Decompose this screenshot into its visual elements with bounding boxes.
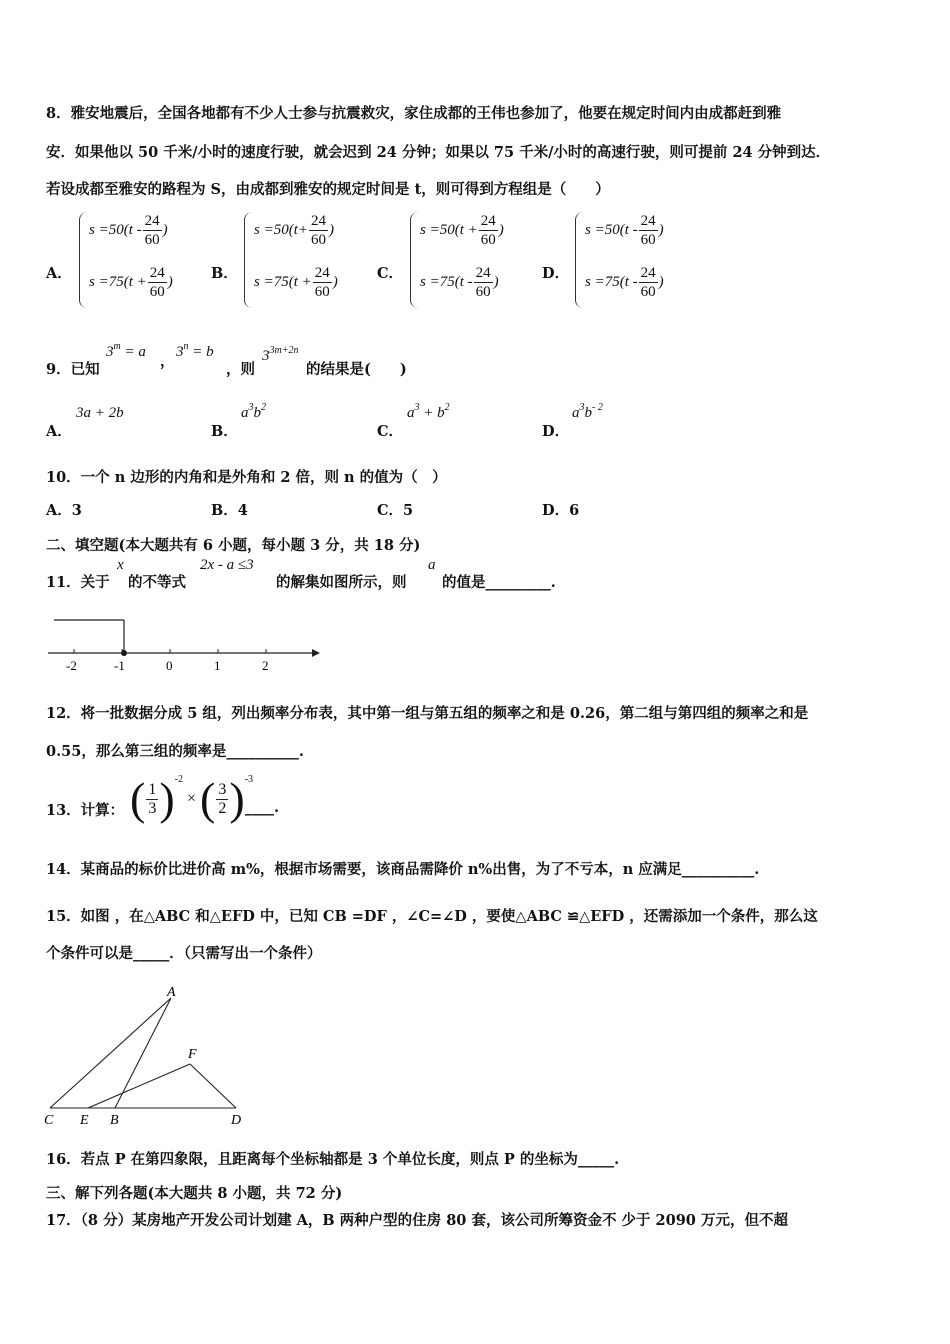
q10-option-d: D．6 [542, 502, 580, 519]
q16-text: 16．若点 P 在第四象限，且距离每个坐标轴都是 3 个单位长度，则点 P 的坐标为_____. [46, 1151, 620, 1168]
fraction [143, 212, 162, 249]
equation-close: ) [332, 274, 338, 290]
denominator: 60 [311, 232, 326, 248]
numerator: 24 [314, 265, 330, 281]
equation-lhs: s =50(t - [89, 222, 142, 238]
equation-lhs: s =50(t + [420, 222, 478, 238]
equation-row [585, 264, 664, 301]
q9-sep: ， [160, 353, 175, 370]
q9-suffix: 的结果是( ) [306, 361, 407, 378]
q9-option-expression: $a^3 + b^2$ [407, 402, 450, 421]
numerator: 24 [640, 265, 656, 281]
section-3-heading: 三、解下列各题(本大题共 8 小题，共 72 分) [46, 1185, 343, 1202]
equation-close: ) [167, 274, 173, 290]
q11-suffix: 的值是_________. [442, 574, 556, 591]
equation-close: ) [658, 222, 664, 238]
axis-tick-label: 1 [214, 658, 221, 673]
brace-icon [79, 212, 88, 308]
brace-icon [244, 212, 253, 308]
q15-line1: 15．如图 ，在△ABC 和△EFD 中，已知 CB =DF ，∠C=∠D ，要使△ABC ≌△EFD ，还需添加一个条件，那么这 [46, 908, 818, 925]
denominator: 60 [480, 232, 496, 248]
triangle-figure [40, 980, 260, 1130]
q8-equation-system [575, 212, 705, 312]
denominator: 60 [144, 232, 160, 248]
q11-var-a: a [428, 557, 436, 573]
equation-lhs: s =75(t + [254, 274, 312, 290]
q10-option-a: A．3 [46, 502, 82, 519]
q9-given1: 3$^m$ = a [106, 341, 146, 360]
numerator: 24 [311, 213, 326, 229]
label-A: A [167, 985, 176, 1000]
q9-option-label: C． [377, 423, 404, 440]
q11-mid2: 的解集如图所示，则 [276, 574, 407, 591]
q8-equation-system [244, 212, 374, 312]
q8-option-label: A． [46, 265, 72, 282]
fraction [639, 212, 658, 249]
q9-target: $3^{3m+2n}$ [262, 345, 299, 364]
q11-mid: 的不等式 [128, 574, 186, 591]
equation-close: ) [493, 274, 499, 290]
q12-line1: 12．将一批数据分成 5 组，列出频率分布表，其中第一组与第五组的频率之和是 0.26，第二组与第四组的频率之和是 [46, 705, 809, 722]
q10-option-c: C．5 [377, 502, 414, 519]
label-C: C [44, 1113, 54, 1128]
equation-lhs: s =75(t - [585, 274, 638, 290]
q13-prefix: 13．计算： [46, 802, 125, 819]
equation-lhs: s =75(t - [420, 274, 473, 290]
q9-option-expression: 3a + 2b [76, 405, 124, 421]
section-2-heading: 二、填空题(本大题共有 6 小题，每小题 3 分，共 18 分) [46, 537, 421, 554]
equation-close: ) [329, 222, 334, 238]
numerator: 24 [475, 265, 491, 281]
q10-option-b: B．4 [211, 502, 248, 519]
equation-row [89, 264, 173, 301]
equation-close: ) [162, 222, 168, 238]
q11-var-x: x [117, 557, 124, 573]
q8-equation-system [410, 212, 540, 312]
denominator: 60 [149, 284, 165, 300]
q14-text: 14．某商品的标价比进价高 m%，根据市场需要，该商品需降价 n%出售，为了不亏本，n 应满足__________. [46, 861, 760, 878]
q8-line2: 安．如果他以 50 千米/小时的速度行驶，就会迟到 24 分钟；如果以 75 千米/小时的高速行驶，则可提前 24 分钟到达． [46, 144, 831, 161]
q9-then: ，则 [226, 361, 255, 378]
equation-row [254, 212, 334, 249]
q8-line3: 若设成都至雅安的路程为 S，由成都到雅安的规定时间是 t，则可得到方程组是（ ） [46, 181, 610, 198]
segment-EF [88, 1064, 190, 1108]
label-B: B [110, 1113, 119, 1128]
equation-close: ) [658, 274, 664, 290]
equation-close: ) [498, 222, 504, 238]
segment-CA [50, 998, 171, 1108]
axis-tick-label: 0 [166, 658, 173, 673]
fraction [474, 264, 493, 301]
q17-text: 17．（8 分）某房地产开发公司计划建 A，B 两种户型的住房 80 套，该公司所筹资金不 少于 2090 万元，但不超 [46, 1212, 788, 1229]
equation-row [420, 264, 499, 301]
numerator: 24 [640, 213, 656, 229]
q13-suffix: ____. [245, 799, 280, 816]
fraction [639, 264, 658, 301]
q8-option-label: C． [377, 265, 404, 282]
q9-option-expression: $a^3b^{- 2}$ [572, 402, 603, 421]
q8-equation-system [79, 212, 209, 312]
equation-row [89, 212, 168, 249]
brace-icon [575, 212, 584, 308]
number-line-figure [40, 610, 330, 680]
q13-expression: ( $\frac{1}{3}$ ) -2 × ( $\frac{3}{2}$ ) -3 [130, 773, 254, 824]
axis-tick-label: -1 [114, 658, 125, 673]
q11-prefix: 11．关于 [46, 574, 110, 591]
denominator: 60 [640, 232, 656, 248]
denominator: 60 [314, 284, 330, 300]
numerator: 24 [480, 213, 496, 229]
denominator: 60 [475, 284, 491, 300]
q10-text: 10．一个 n 边形的内角和是外角和 2 倍，则 n 的值为（ ） [46, 469, 447, 486]
fraction [313, 264, 332, 301]
fraction [479, 212, 498, 249]
label-D: D [231, 1113, 242, 1128]
q9-option-label: A． [46, 423, 72, 440]
equation-row [585, 212, 664, 249]
equation-lhs: s =75(t + [89, 274, 147, 290]
q8-option-label: D． [542, 265, 570, 282]
fraction [309, 212, 328, 249]
numerator: 24 [144, 213, 160, 229]
equation-row [254, 264, 338, 301]
segment-AB [115, 998, 171, 1108]
q8-line1: 8．雅安地震后，全国各地都有不少人士参与抗震救灾，家住成都的王伟也参加了，他要在规定时间内由成都赶到雅 [46, 105, 782, 122]
q15-line2: 个条件可以是_____．（只需写出一个条件） [46, 945, 322, 962]
segment-FD [190, 1064, 236, 1108]
q9-given2: 3$^n$ = b [176, 341, 214, 360]
q9-option-expression: $a^3b^2$ [241, 402, 266, 421]
axis-arrow-icon [312, 649, 320, 657]
denominator: 60 [640, 284, 656, 300]
q9-option-label: D． [542, 423, 570, 440]
equation-lhs: s =50(t - [585, 222, 638, 238]
q9-option-label: B． [211, 423, 238, 440]
numerator: 24 [149, 265, 165, 281]
equation-row [420, 212, 504, 249]
fraction [148, 264, 167, 301]
q8-option-label: B． [211, 265, 238, 282]
q9-prefix: 9．已知 [46, 361, 100, 378]
label-E: E [80, 1113, 89, 1128]
q12-line2: 0.55，那么第三组的频率是__________. [46, 743, 304, 760]
axis-tick-label: -2 [66, 658, 77, 673]
brace-icon [410, 212, 419, 308]
axis-tick-label: 2 [262, 658, 269, 673]
equation-lhs: s =50(t+ [254, 222, 308, 238]
label-F: F [188, 1047, 197, 1062]
q11-inequality: 2x - a ≤3 [200, 557, 254, 573]
